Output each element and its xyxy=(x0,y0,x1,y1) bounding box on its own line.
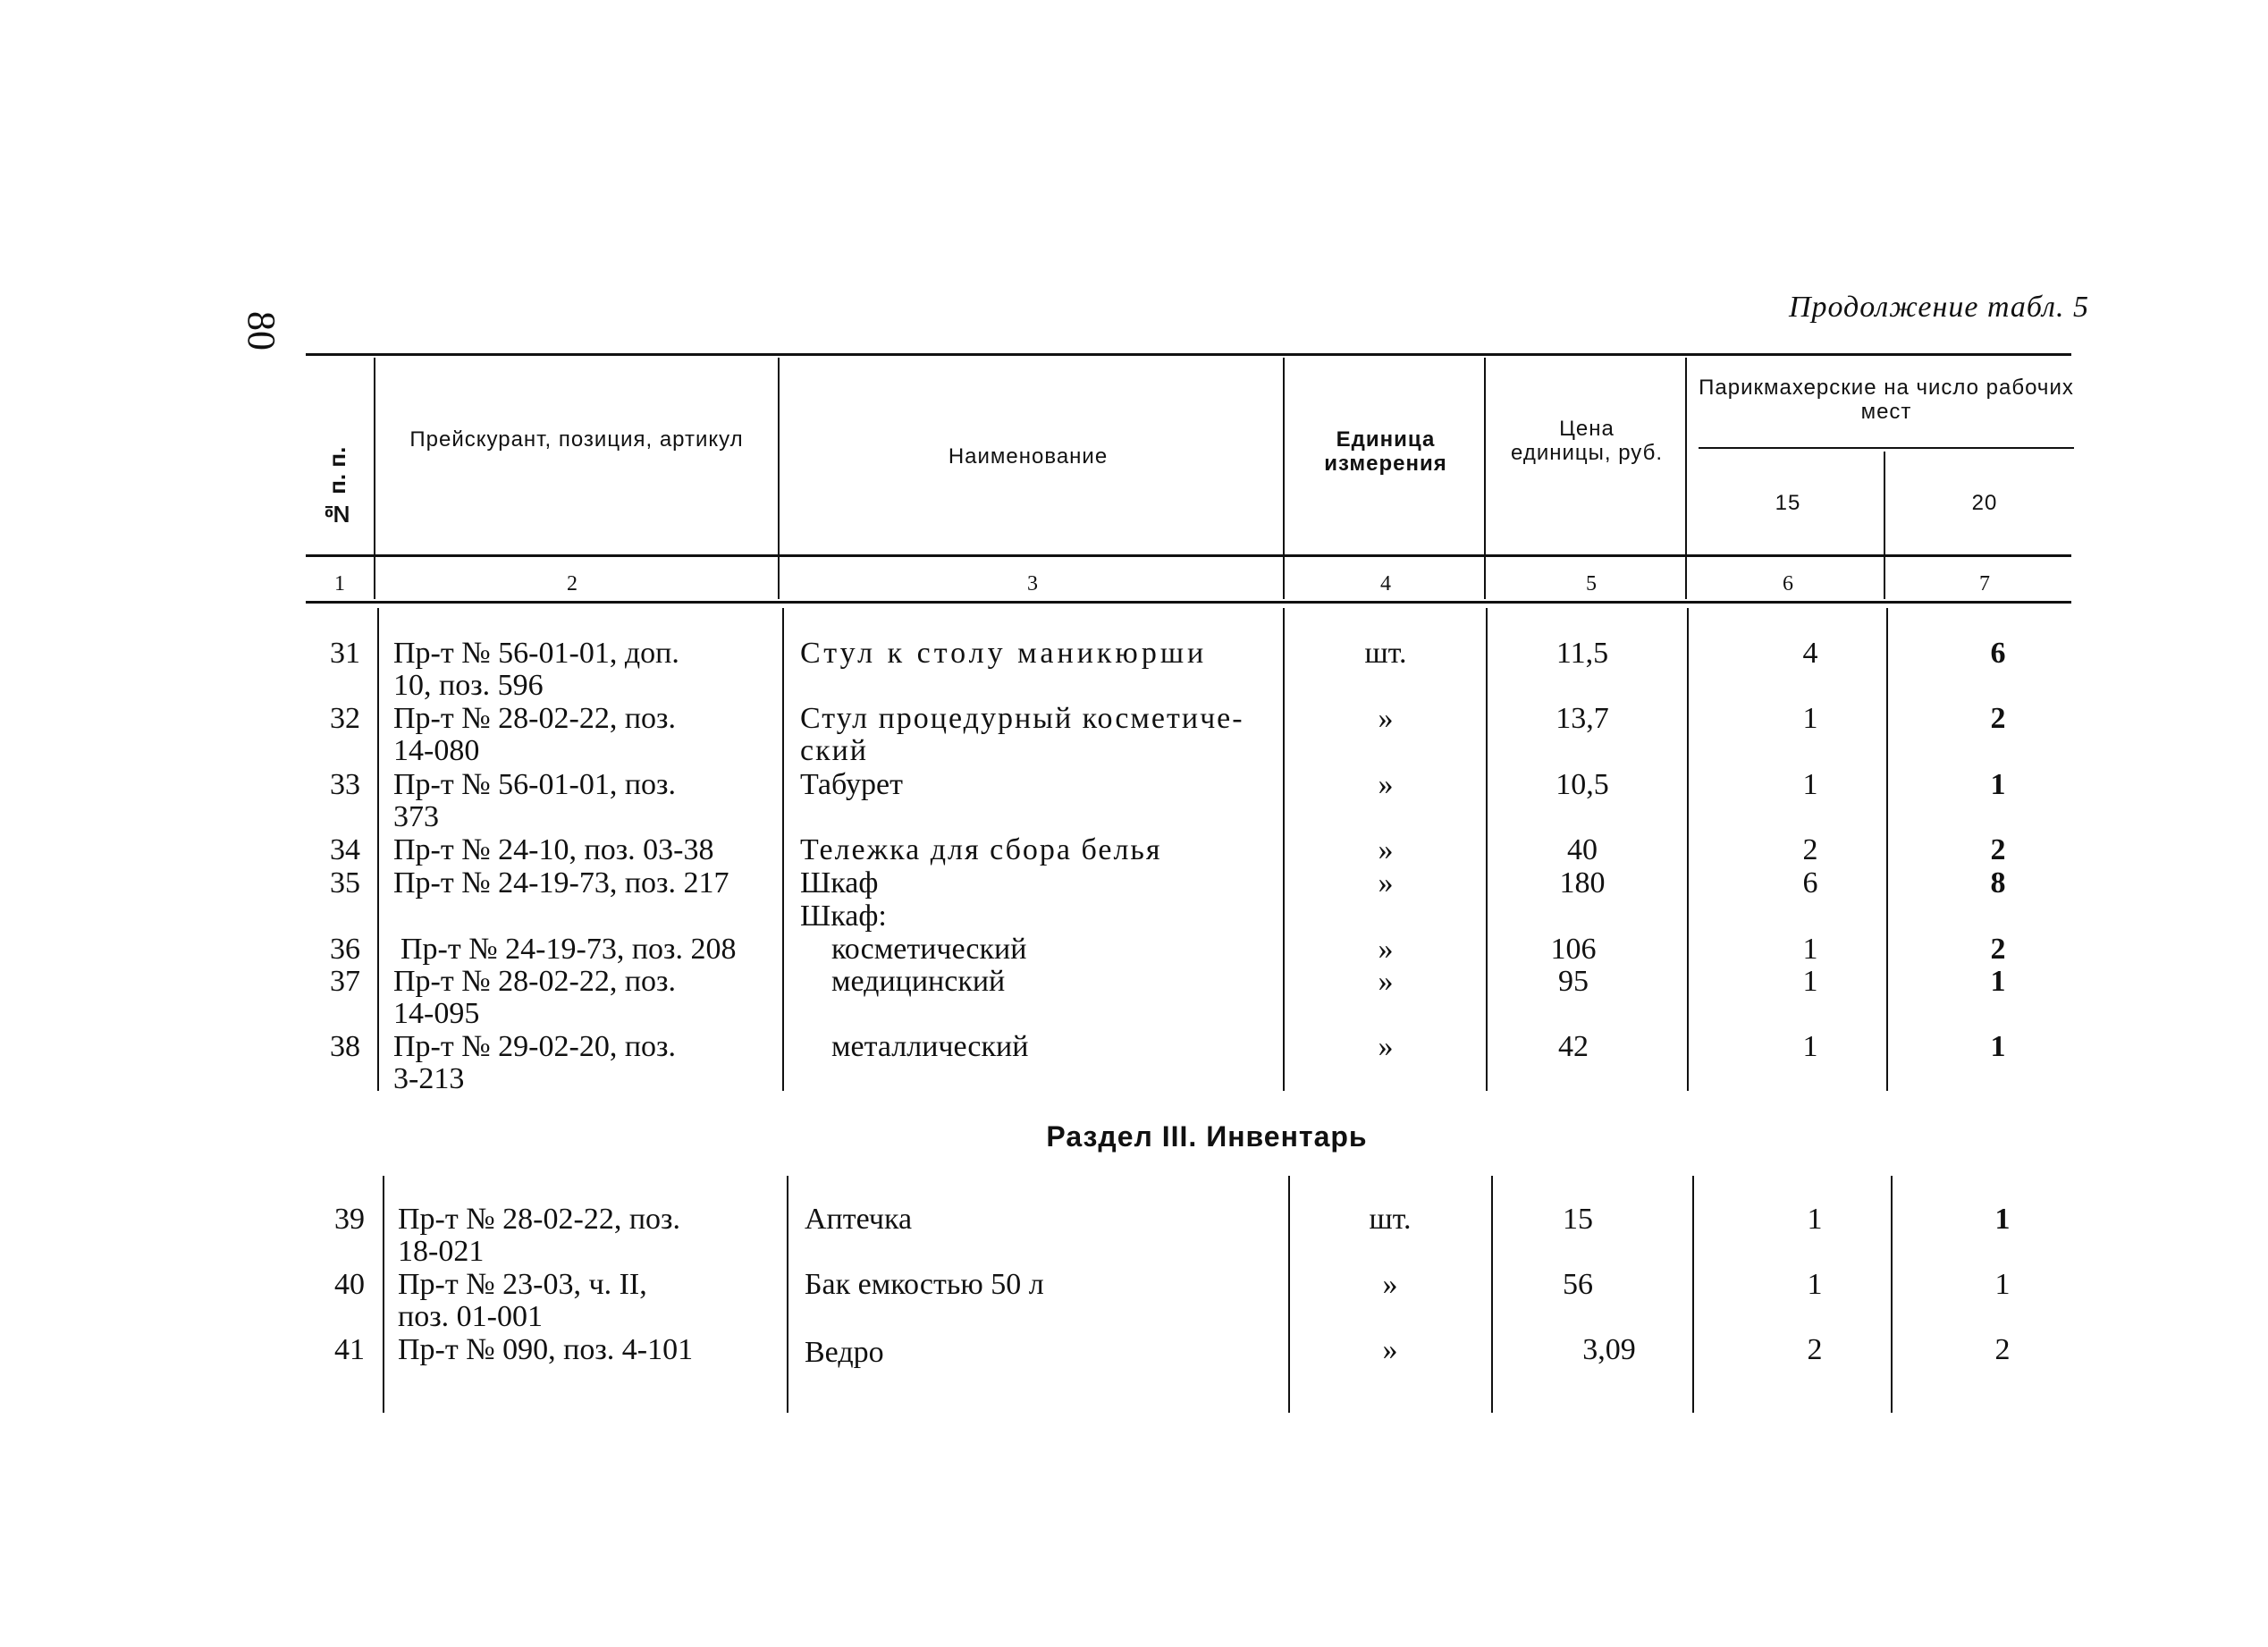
row-name: Шкаф xyxy=(800,866,879,900)
header-q15: 15 xyxy=(1775,491,1801,515)
row-q15: 1 xyxy=(1802,702,1818,735)
continuation-caption: Продолжение табл. 5 xyxy=(1788,291,2089,324)
row-price-list: Пр-т № 24-19-73, поз. 208 xyxy=(400,933,737,966)
body-divider xyxy=(1486,608,1488,1091)
body-divider xyxy=(787,1176,788,1413)
row-cost: 3,09 xyxy=(1582,1333,1636,1366)
price-line: Пр-т № 28-02-22, поз. xyxy=(398,1203,680,1236)
row-unit: шт. xyxy=(1369,1203,1412,1236)
price-line: поз. 01-001 xyxy=(398,1300,543,1333)
row-cost: 56 xyxy=(1563,1268,1593,1301)
row-num: 36 xyxy=(330,933,360,966)
column-number: 1 xyxy=(334,572,345,595)
row-name xyxy=(800,703,1244,767)
body-divider xyxy=(1687,608,1689,1091)
row-cost: 10,5 xyxy=(1556,768,1609,801)
row-name: Бак емкостью 50 л xyxy=(805,1268,1044,1301)
row-q20: 1 xyxy=(1990,965,2006,998)
header-price-list: Прейскурант, позиция, артикул xyxy=(409,427,744,452)
header-bottom-rule xyxy=(306,554,2071,557)
header-divider xyxy=(1685,358,1687,599)
row-unit: » xyxy=(1378,933,1394,966)
header-q20: 20 xyxy=(1971,491,1998,515)
row-unit: » xyxy=(1378,768,1394,801)
row-num: 37 xyxy=(330,965,360,998)
row-name: косметический xyxy=(831,933,1027,966)
row-name: Табурет xyxy=(800,768,903,801)
price-line: Пр-т № 56-01-01, доп. xyxy=(393,637,679,670)
row-cost: 11,5 xyxy=(1556,637,1609,670)
price-line: 373 xyxy=(393,800,439,833)
header-num: № п. п. xyxy=(324,446,350,528)
row-unit: » xyxy=(1378,1030,1394,1063)
body-divider xyxy=(1283,608,1285,1091)
price-line: Пр-т № 28-02-22, поз. xyxy=(393,702,676,735)
header-cost: Цена единицы, руб. xyxy=(1511,417,1663,465)
row-q15: 1 xyxy=(1802,933,1818,966)
row-price-list xyxy=(398,1269,778,1333)
row-q20: 2 xyxy=(1994,1333,2011,1366)
row-price-list: Пр-т № 24-10, поз. 03-38 xyxy=(393,833,714,866)
row-price-list xyxy=(393,1031,769,1095)
row-num: 34 xyxy=(330,833,360,866)
row-q20: 1 xyxy=(1994,1268,2011,1301)
row-name: Аптечка xyxy=(805,1203,913,1236)
group-header-rule xyxy=(1699,447,2074,449)
row-q20: 2 xyxy=(1990,833,2006,866)
row-q20: 1 xyxy=(1990,768,2006,801)
column-number: 7 xyxy=(1979,572,1990,595)
header-name: Наименование xyxy=(948,444,1109,469)
row-name: Тележка для сбора белья xyxy=(800,833,1162,866)
row-num: 31 xyxy=(330,637,360,670)
price-line: 3-213 xyxy=(393,1062,465,1095)
row-name: Стул к столу маникюрши xyxy=(800,637,1208,670)
price-line: Пр-т № 56-01-01, поз. xyxy=(393,768,676,801)
row-num: 39 xyxy=(334,1203,365,1236)
row-price-list xyxy=(393,966,769,1030)
colnum-bottom-rule xyxy=(306,601,2071,604)
price-line: Пр-т № 29-02-20, поз. xyxy=(393,1030,676,1063)
section-title: Раздел III. Инвентарь xyxy=(1046,1120,1368,1153)
row-q15: 1 xyxy=(1807,1268,1823,1301)
header-divider xyxy=(778,358,780,599)
header-group: Парикмахерские на число рабочих мест xyxy=(1699,376,2074,424)
row-num: 40 xyxy=(334,1268,365,1301)
row-price-list xyxy=(393,638,769,702)
row-cost: 180 xyxy=(1559,866,1606,900)
price-line: 10, поз. 596 xyxy=(393,669,544,702)
row-num: 33 xyxy=(330,768,360,801)
row-unit: » xyxy=(1378,965,1394,998)
row-q15: 1 xyxy=(1802,965,1818,998)
row-price-list xyxy=(393,703,769,767)
header-divider xyxy=(1484,358,1486,599)
row-num: 41 xyxy=(334,1333,365,1366)
price-line: Пр-т № 23-03, ч. II, xyxy=(398,1268,647,1301)
header-unit: Единица измерения xyxy=(1324,427,1447,476)
header-divider xyxy=(374,358,375,599)
row-num: 35 xyxy=(330,866,360,900)
row-num: 32 xyxy=(330,702,360,735)
price-line: 14-095 xyxy=(393,997,480,1030)
row-q20: 6 xyxy=(1990,637,2006,670)
row-q20: 8 xyxy=(1990,866,2006,900)
row-cost: 95 xyxy=(1558,965,1589,998)
row-q15: 4 xyxy=(1802,637,1818,670)
column-number: 6 xyxy=(1783,572,1793,595)
row-unit: » xyxy=(1382,1268,1398,1301)
row-q20: 2 xyxy=(1990,933,2006,966)
group-label: Шкаф: xyxy=(800,900,887,933)
row-unit: » xyxy=(1378,702,1394,735)
row-price-list: Пр-т № 24-19-73, поз. 217 xyxy=(393,866,729,900)
row-cost: 40 xyxy=(1567,833,1598,866)
row-unit: шт. xyxy=(1364,637,1407,670)
body-divider xyxy=(377,608,379,1091)
row-num: 38 xyxy=(330,1030,360,1063)
column-number: 2 xyxy=(567,572,578,595)
price-line: 14-080 xyxy=(393,734,480,767)
body-divider xyxy=(782,608,784,1091)
name-line: ский xyxy=(800,734,868,767)
row-cost: 106 xyxy=(1550,933,1597,966)
row-name: металлический xyxy=(831,1030,1029,1063)
row-unit: » xyxy=(1378,866,1394,900)
row-price-list xyxy=(393,769,769,833)
row-price-list xyxy=(398,1204,778,1268)
row-unit: » xyxy=(1378,833,1394,866)
row-q15: 6 xyxy=(1802,866,1818,900)
row-cost: 42 xyxy=(1558,1030,1589,1063)
row-name: Ведро xyxy=(805,1336,884,1369)
page-number: 80 xyxy=(240,311,283,351)
body-divider xyxy=(383,1176,384,1413)
price-line: 18-021 xyxy=(398,1235,485,1268)
header-divider xyxy=(1283,358,1285,599)
body-divider xyxy=(1491,1176,1493,1413)
column-number: 5 xyxy=(1586,572,1597,595)
row-q15: 1 xyxy=(1807,1203,1823,1236)
row-q20: 1 xyxy=(1994,1203,2011,1236)
row-cost: 15 xyxy=(1563,1203,1593,1236)
row-q20: 2 xyxy=(1990,702,2006,735)
row-q20: 1 xyxy=(1990,1030,2006,1063)
price-line: Пр-т № 28-02-22, поз. xyxy=(393,965,676,998)
row-q15: 1 xyxy=(1802,768,1818,801)
row-q15: 2 xyxy=(1802,833,1818,866)
body-divider xyxy=(1891,1176,1893,1413)
row-unit: » xyxy=(1382,1333,1398,1366)
row-q15: 1 xyxy=(1802,1030,1818,1063)
table-top-rule xyxy=(306,353,2071,356)
row-price-list: Пр-т № 090, поз. 4-101 xyxy=(398,1333,694,1366)
column-number: 3 xyxy=(1027,572,1038,595)
name-line: Стул процедурный косметиче- xyxy=(800,702,1244,735)
row-cost: 13,7 xyxy=(1556,702,1609,735)
row-q15: 2 xyxy=(1807,1333,1823,1366)
body-divider xyxy=(1886,608,1888,1091)
body-divider xyxy=(1692,1176,1694,1413)
row-name: медицинский xyxy=(831,965,1006,998)
header-divider xyxy=(1884,452,1885,599)
body-divider xyxy=(1288,1176,1290,1413)
column-number: 4 xyxy=(1380,572,1391,595)
